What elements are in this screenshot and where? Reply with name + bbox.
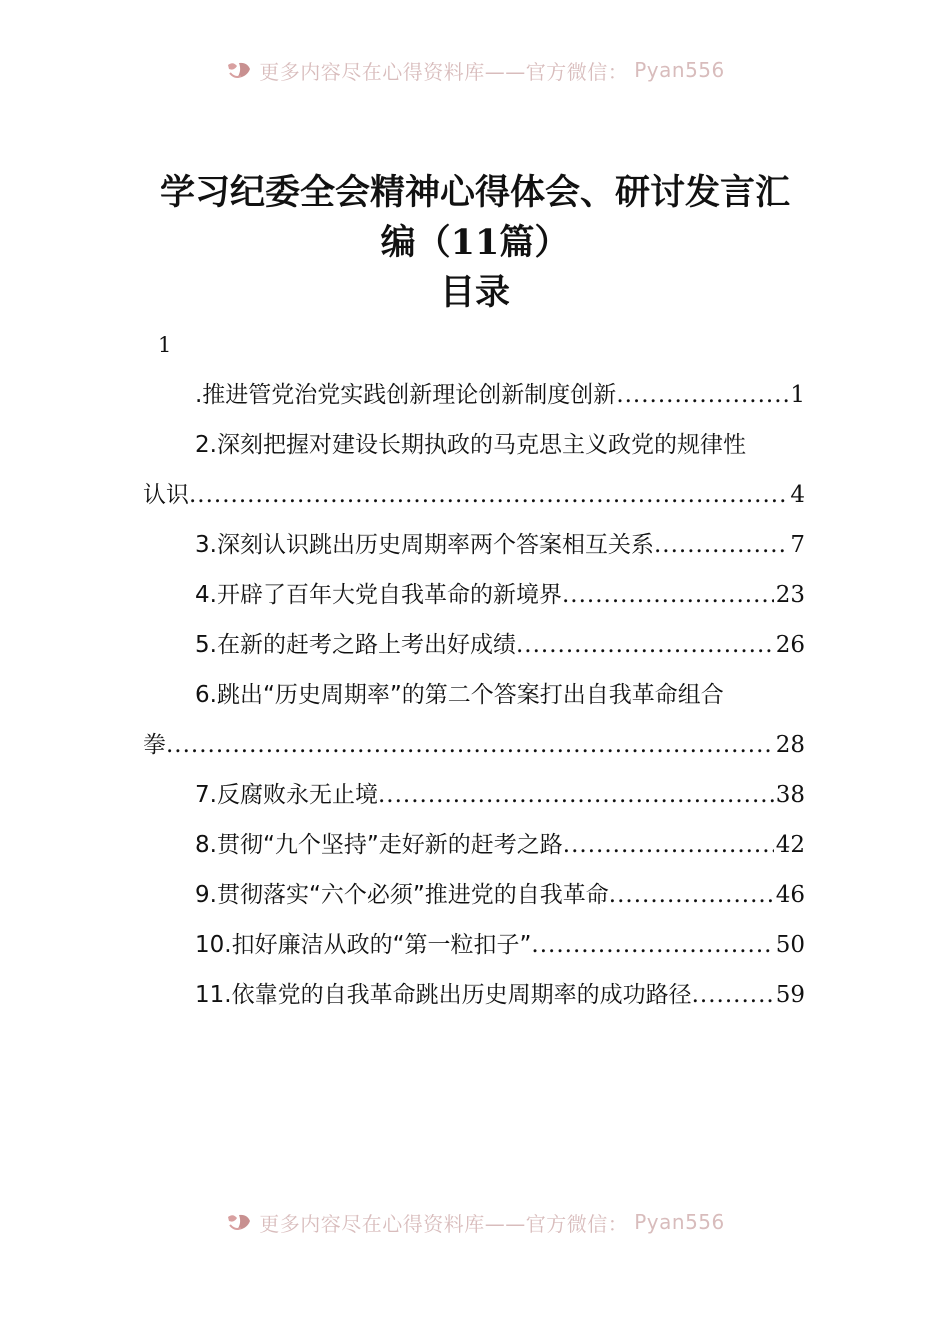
toc-page-number: 38 bbox=[775, 782, 805, 808]
toc-entry-11[interactable] bbox=[143, 975, 805, 1015]
toc-entry-text: 5.在新的赶考之路上考出好成绩 bbox=[195, 632, 516, 658]
toc-page-number: 59 bbox=[775, 982, 805, 1008]
toc-entry-text: 4.开辟了百年大党自我革命的新境界 bbox=[195, 582, 562, 608]
toc-leader-dots bbox=[378, 775, 774, 815]
toc-page-number: 1 bbox=[790, 382, 805, 408]
document-title-line1: 学习纪委全会精神心得体会、研讨发言汇 bbox=[159, 172, 790, 213]
toc-entry-8[interactable] bbox=[143, 825, 805, 865]
toc-entry-text: .推进管党治党实践创新理论创新制度创新 bbox=[195, 382, 617, 408]
toc-entry-text: 认识 bbox=[143, 482, 189, 508]
toc-leader-dots bbox=[166, 725, 774, 765]
toc-entry-text: 3.深刻认识跳出历史周期率两个答案相互关系 bbox=[195, 532, 654, 558]
watermark-text: 更多内容尽在心得资料库——官方微信： bbox=[259, 1211, 629, 1236]
toc-leader-dots bbox=[563, 825, 774, 865]
toc-page-number: 42 bbox=[775, 832, 805, 858]
toc-entry-6-line1[interactable]: 6.跳出“历史周期率”的第二个答案打出自我革命组合 bbox=[195, 682, 724, 708]
toc-page-number: 28 bbox=[775, 732, 805, 758]
watermark-text: 更多内容尽在心得资料库——官方微信： bbox=[259, 59, 629, 84]
toc-entry-2[interactable] bbox=[143, 475, 805, 515]
toc-page-number: 4 bbox=[790, 482, 805, 508]
toc-entry-2-line1[interactable]: 2.深刻把握对建设长期执政的马克思主义政党的规律性 bbox=[195, 432, 746, 458]
toc-leader-dots bbox=[609, 875, 774, 915]
toc-page-number: 46 bbox=[775, 882, 805, 908]
watermark-footer bbox=[0, 1206, 950, 1238]
toc-leader-dots bbox=[189, 475, 788, 515]
toc-entry-1[interactable] bbox=[143, 375, 805, 415]
watermark-handle: Pyan556 bbox=[634, 58, 725, 82]
toc-entry-4[interactable] bbox=[143, 575, 805, 615]
toc-leader-dots bbox=[654, 525, 788, 565]
toc-leader-dots bbox=[562, 575, 774, 615]
toc-entry-text: 11.依靠党的自我革命跳出历史周期率的成功路径 bbox=[195, 982, 692, 1008]
toc-entry-9[interactable] bbox=[143, 875, 805, 915]
section-marker: 1 bbox=[158, 333, 172, 357]
document-title-line2: 编（11篇） bbox=[380, 222, 570, 263]
toc-entry-6[interactable] bbox=[143, 725, 805, 765]
toc-page-number: 23 bbox=[775, 582, 805, 608]
toc-leader-dots bbox=[531, 925, 773, 965]
logo-icon bbox=[225, 59, 253, 81]
toc-page-number: 26 bbox=[775, 632, 805, 658]
watermark-handle: Pyan556 bbox=[634, 1210, 725, 1234]
toc-page-number: 7 bbox=[790, 532, 805, 558]
toc-leader-dots bbox=[692, 975, 774, 1015]
toc-entry-10[interactable] bbox=[143, 925, 805, 965]
toc-entry-text: 7.反腐败永无止境 bbox=[195, 782, 378, 808]
logo-icon bbox=[225, 1211, 253, 1233]
toc-entry-5[interactable] bbox=[143, 625, 805, 665]
toc-leader-dots bbox=[616, 375, 788, 415]
toc-entry-7[interactable] bbox=[143, 775, 805, 815]
toc-entry-text: 拳 bbox=[143, 732, 166, 758]
toc-leader-dots bbox=[516, 625, 774, 665]
toc-page-number: 50 bbox=[775, 932, 805, 958]
toc-heading: 目录 bbox=[439, 272, 510, 313]
toc-entry-3[interactable] bbox=[143, 525, 805, 565]
toc-entry-text: 8.贯彻“九个坚持”走好新的赶考之路 bbox=[195, 832, 563, 858]
toc-entry-text: 9.贯彻落实“六个必须”推进党的自我革命 bbox=[195, 882, 609, 908]
watermark-header bbox=[0, 54, 950, 86]
toc-entry-text: 10.扣好廉洁从政的“第一粒扣子” bbox=[195, 932, 532, 958]
